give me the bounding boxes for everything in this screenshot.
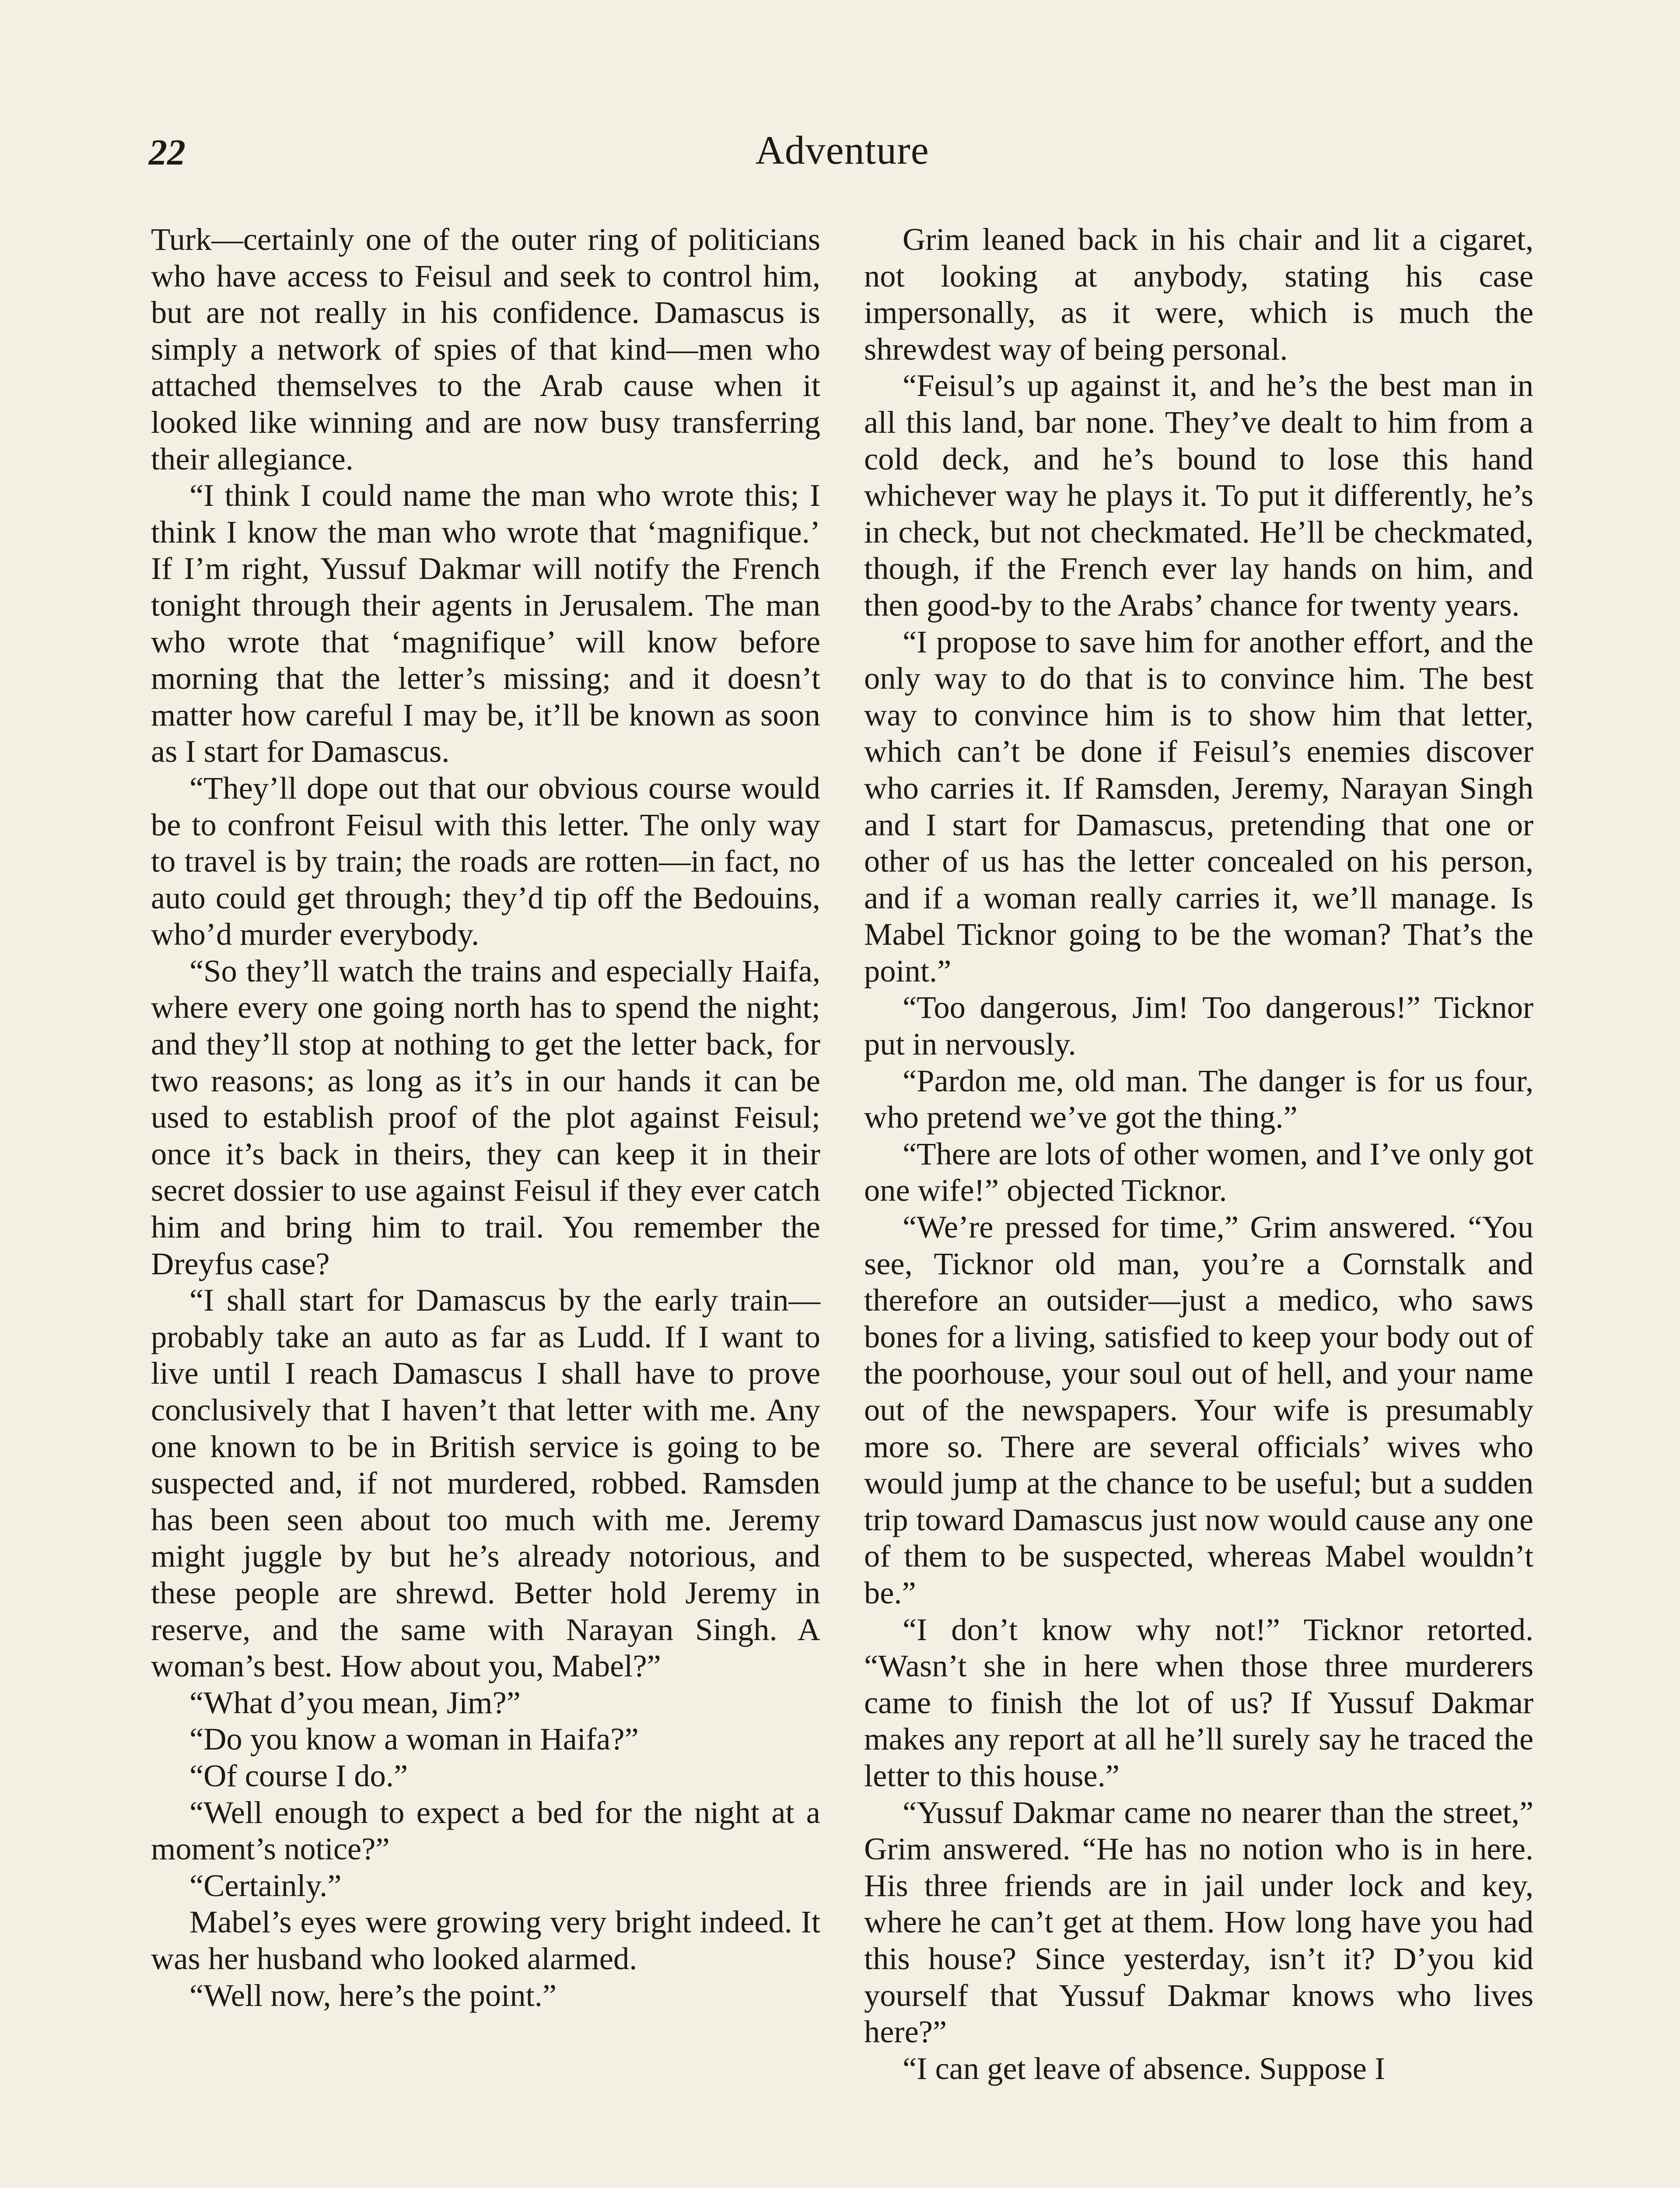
paragraph: “I propose to save him for another effort, and the only way to do that is to convince him. The best way to convince him is to show him that letter, which can’t be done if Feisul’s enemies discover who carries it. If Ramsden, Jeremy, Narayan Singh and I start for Damascus, pretending that one or other of us has the letter concealed on his person, and if a woman really carries it, we’ll manage. Is Mabel Ticknor going to be the woman? That’s the point.” <box>864 624 1533 989</box>
running-title: Adventure <box>755 128 929 172</box>
paragraph: “Well now, here’s the point.” <box>189 1977 557 2013</box>
paragraph: “Pardon me, old man. The danger is for us four, who pretend we’ve got the thing.” <box>864 1062 1533 1135</box>
paragraph: Grim leaned back in his chair and lit a cigaret, not looking at anybody, stating his case impersonally, as it were, which is much the shrewdest way of being personal. <box>864 221 1533 367</box>
paragraph: “I don’t know why not!” Ticknor retorted. “Wasn’t she in here when those three murderers came to finish the lot of us? If Yussuf Dakmar makes any report at all he’ll surely say he traced the letter to this house.” <box>864 1611 1533 1793</box>
paragraph: “What d’you mean, Jim?” <box>189 1684 521 1720</box>
paragraph: “Too dangerous, Jim! Too dangerous!” Ticknor put in nervously. <box>864 989 1533 1062</box>
paragraph: Mabel’s eyes were growing very bright indeed. It was her husband who looked alarmed. <box>151 1904 820 1976</box>
right-column <box>864 221 1533 2086</box>
paragraph: “Certainly.” <box>189 1867 342 1903</box>
paragraph: “I can get leave of absence. Suppose I <box>903 2050 1386 2086</box>
paragraph: “I shall start for Damascus by the early train—probably take an auto as far as Ludd. If I want to live until I reach Damascus I shall have to prove conclusively that I haven’t that letter with me. Any one known to be in British service is going to be suspected and, if not murdered, robbed. Ramsden has been seen about too much with me. Jeremy might juggle by but he’s already notorious, and these people are shrewd. Better hold Jeremy in reserve, and the same with Narayan Singh. A woman’s best. How about you, Mabel?” <box>151 1282 820 1684</box>
paragraph: “They’ll dope out that our obvious course would be to confront Feisul with this letter. The only way to travel is by train; the roads are rotten—in fact, no auto could get through; they’d tip off the Bedouins, who’d murder everybody. <box>151 770 820 952</box>
paragraph: “Of course I do.” <box>189 1757 408 1793</box>
paragraph: “There are lots of other women, and I’ve only got one wife!” objected Ticknor. <box>864 1136 1533 1208</box>
left-column <box>151 221 820 2013</box>
paragraph: “So they’ll watch the trains and especially Haifa, where every one going north has to spend the night; and they’ll stop at nothing to get the letter back, for two reasons; as long as it’s in our hands it can be used to establish proof of the plot against Feisul; once it’s back in theirs, they can keep it in their secret dossier to use against Feisul if they ever catch him and bring him to trail. You remember the Dreyfus case? <box>151 953 820 1281</box>
paragraph: “Do you know a woman in Haifa?” <box>189 1721 639 1757</box>
paragraph: Turk—certainly one of the outer ring of politicians who have access to Feisul and seek to control him, but are not really in his confidence. Damascus is simply a network of spies of that kind—men who attached themselves to the Arab cause when it looked like winning and are now busy transferring their allegiance. <box>151 221 820 477</box>
page-header <box>149 127 1536 193</box>
paragraph: “I think I could name the man who wrote this; I think I know the man who wrote that ‘magnifique.’ If I’m right, Yussuf Dakmar will notify the French tonight through their agents in Jerusalem. The man who wrote that ‘magnifique’ will know before morning that the letter’s missing; and it doesn’t matter how careful I may be, it’ll be known as soon as I start for Damascus. <box>151 477 820 769</box>
paragraph: “Yussuf Dakmar came no nearer than the street,” Grim answered. “He has no notion who is in here. His three friends are in jail under lock and key, where he can’t get at them. How long have you had this house? Since yesterday, isn’t it? D’you kid yourself that Yussuf Dakmar knows who lives here?” <box>864 1794 1533 2050</box>
paragraph: “Feisul’s up against it, and he’s the best man in all this land, bar none. They’ve dealt to him from a cold deck, and he’s bound to lose this hand whichever way he plays it. To put it differently, he’s in check, but not checkmated. He’ll be checkmated, though, if the French ever lay hands on him, and then good-by to the Arabs’ chance for twenty years. <box>864 368 1533 623</box>
paragraph: “Well enough to expect a bed for the night at a moment’s notice?” <box>151 1794 820 1867</box>
page-number: 22 <box>149 132 186 173</box>
paragraph: “We’re pressed for time,” Grim answered. “You see, Ticknor old man, you’re a Cornstalk and therefore an outsider—just a medico, who saws bones for a living, satisfied to keep your body out of the poorhouse, your soul out of hell, and your name out of the newspapers. Your wife is presumably more so. There are several officials’ wives who would jump at the chance to be useful; but a sudden trip toward Damascus just now would cause any one of them to be suspected, whereas Mabel wouldn’t be.” <box>864 1209 1533 1610</box>
